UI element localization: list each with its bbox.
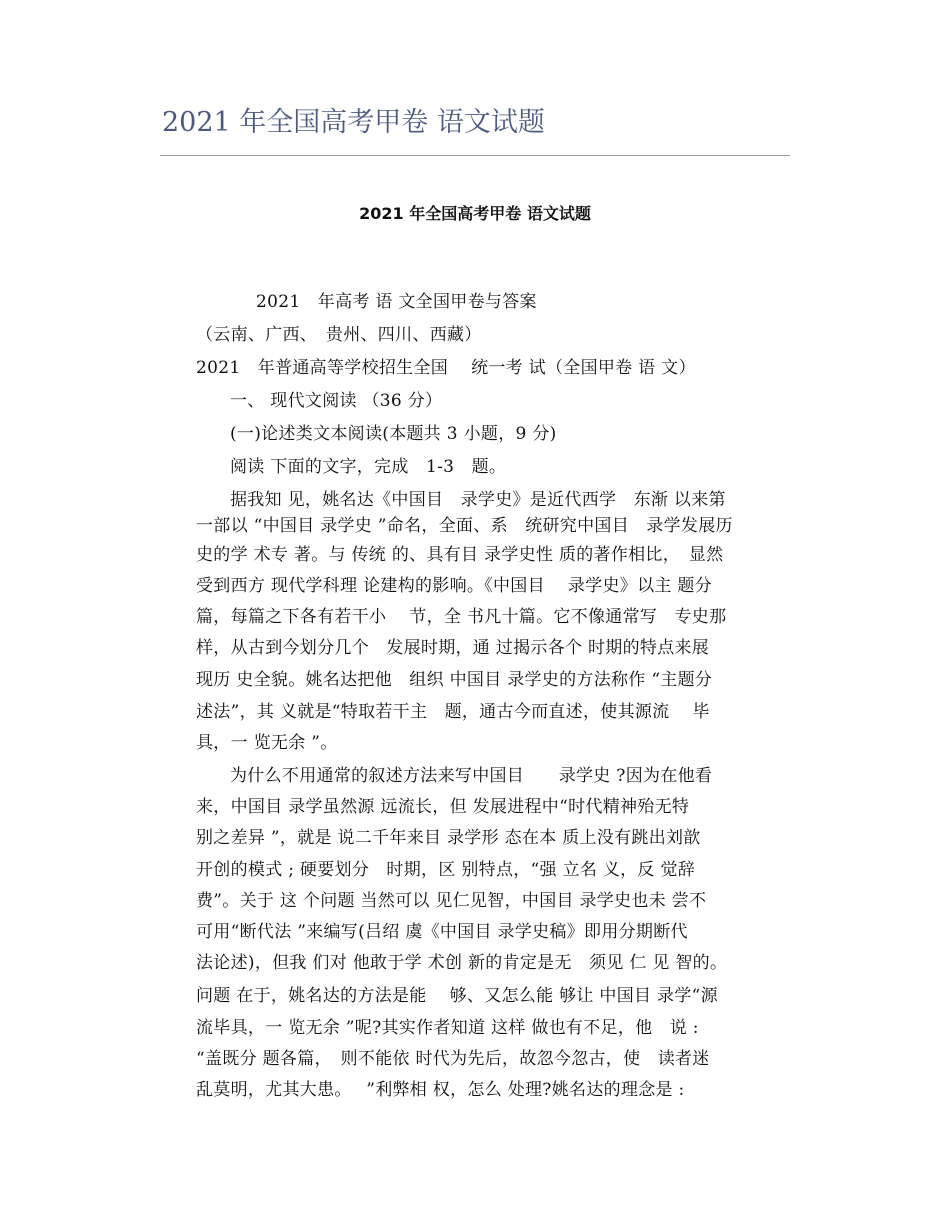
text-line: （云南、广西、 贵州、四川、西藏） — [196, 325, 482, 345]
text-line: 开创的模式 ; 硬要划分 时期，区 别特点，“强 立名 义，反 觉辞 — [196, 860, 696, 880]
text-line: 据我知 见，姚名达《中国目 录学史》是近代西学 东渐 以来第 — [230, 490, 726, 510]
text-line: 可用“断代法 ”来编写(吕绍 虞《中国目 录学史稿》即用分期断代 — [196, 922, 688, 942]
text-line: 来，中国目 录学虽然源 远流长，但 发展进程中“时代精神殆无特 — [196, 797, 690, 817]
text-line: 2021 年高考 语 文全国甲卷与答案 — [256, 292, 537, 312]
text-line: 为什么不用通常的叙述方法来写中国目 录学史 ?因为在他看 — [230, 766, 713, 786]
text-line: 流毕具，一 览无余 ”呢?其实作者知道 这样 做也有不足，他 说 : — [196, 1018, 699, 1038]
text-line: 问题 在于，姚名达的方法是能 够、又怎么能 够让 中国目 录学“源 — [196, 986, 718, 1006]
text-line: 述法”，其 义就是“特取若干主 题，通古今而直述，使其源流 毕 — [196, 702, 710, 722]
title-divider — [160, 155, 790, 156]
text-line: 样，从古到今划分几个 发展时期，通 过揭示各个 时期的特点来展 — [196, 638, 710, 658]
text-line: 2021 年普通高等学校招生全国 统一考 试（全国甲卷 语 文） — [196, 358, 696, 378]
text-line: 具，一 览无余 ”。 — [196, 733, 338, 753]
text-line: 一、 现代文阅读 （36 分） — [230, 391, 443, 411]
text-line: 阅读 下面的文字，完成 1-3 题。 — [230, 457, 507, 477]
text-line: 法论述)，但我 们对 他敢于学 术创 新的肯定是无 须见 仁 见 智的。 — [196, 953, 728, 973]
text-line: 乱莫明，尤其大患。 ”利弊相 权，怎么 处理?姚名达的理念是 : — [196, 1080, 685, 1100]
text-line: 费”。关于 这 个问题 当然可以 见仁见智，中国目 录学史也未 尝不 — [196, 891, 707, 911]
text-line: “盖既分 题各篇， 则不能依 时代为先后，故忽今忽古，使 读者迷 — [196, 1049, 710, 1069]
text-line: 受到西方 现代学科理 论建构的影响。《中国目 录学史》以主 题分 — [196, 576, 713, 596]
text-line: 篇，每篇之下各有若干小 节，全 书凡十篇。它不像通常写 专史那 — [196, 607, 727, 627]
text-line: 一部以 “中国目 录学史 ”命名，全面、系 统研究中国目 录学发展历 — [196, 516, 733, 536]
text-line: 别之差异 ”，就是 说二千年来目 录学形 态在本 质上没有跳出刘歆 — [196, 828, 701, 848]
page-title: 2021 年全国高考甲卷 语文试题 — [162, 107, 545, 138]
document-heading: 2021 年全国高考甲卷 语文试题 — [359, 204, 591, 223]
text-line: (一)论述类文本阅读(本题共 3 小题，9 分) — [230, 424, 557, 444]
text-line: 史的学 术专 著。与 传统 的、具有目 录学史性 质的著作相比， 显然 — [196, 545, 724, 565]
text-line: 现历 史全貌。姚名达把他 组织 中国目 录学史的方法称作 “主题分 — [196, 670, 713, 690]
